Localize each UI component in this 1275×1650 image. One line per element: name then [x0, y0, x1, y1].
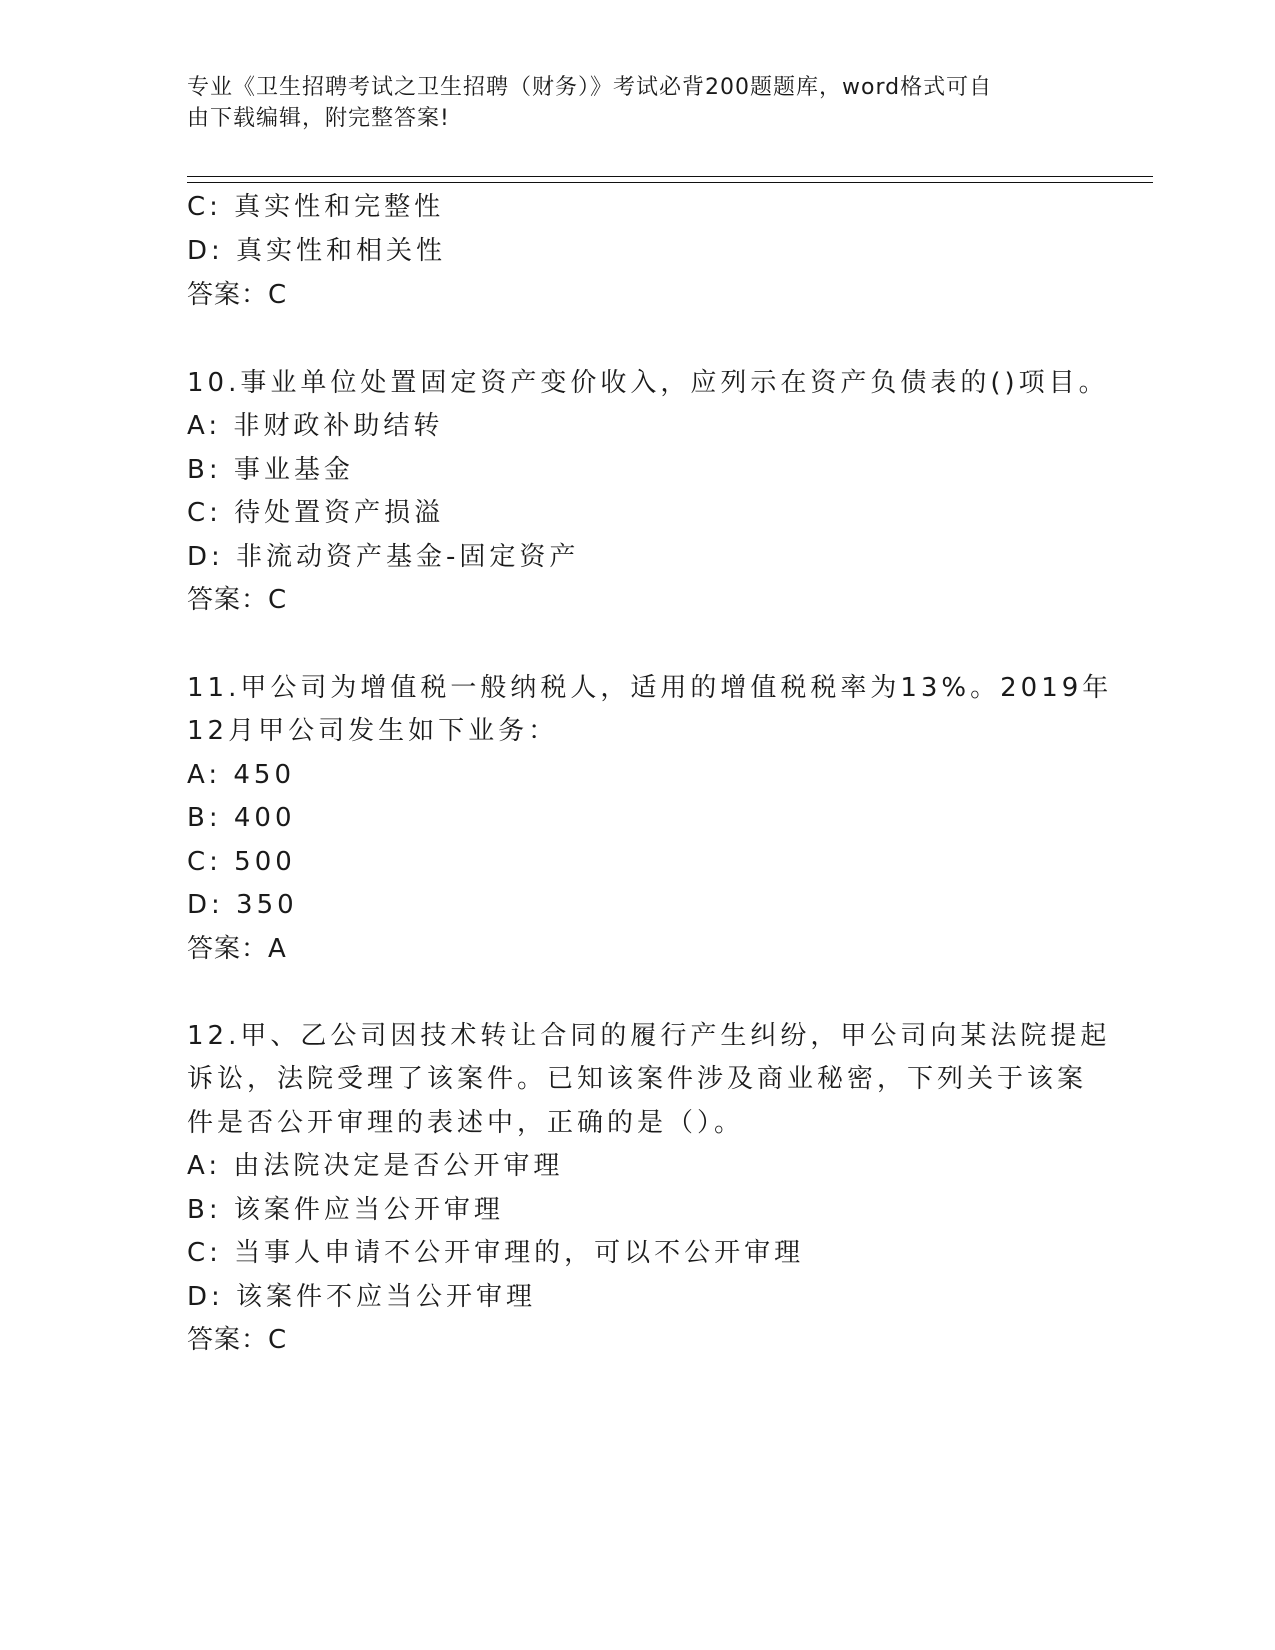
- prev-option-d: D: 真实性和相关性: [187, 236, 447, 266]
- q10-option-c: C: 待处置资产损溢: [187, 498, 445, 528]
- q11-answer: 答案：A: [187, 934, 287, 964]
- prev-option-c: C: 真实性和完整性: [187, 192, 445, 222]
- q11-stem-line-2: 12月甲公司发生如下业务：: [187, 716, 559, 746]
- q11-option-d: D: 350: [187, 890, 298, 920]
- q10-option-d: D: 非流动资产基金-固定资产: [187, 542, 580, 572]
- prev-answer: 答案：C: [187, 280, 288, 310]
- q12-option-c: C: 当事人申请不公开审理的，可以不公开审理: [187, 1238, 805, 1268]
- q12-option-b: B: 该案件应当公开审理: [187, 1195, 504, 1225]
- header-line-1: 专业《卫生招聘考试之卫生招聘（财务）》考试必背200题题库，word格式可自: [187, 75, 993, 100]
- q11-option-a: A: 450: [187, 760, 295, 790]
- q12-stem-line-2: 诉讼，法院受理了该案件。已知该案件涉及商业秘密，下列关于该案: [187, 1064, 1088, 1094]
- q11-stem-line-1: 11.甲公司为增值税一般纳税人，适用的增值税税率为13%。2019年: [187, 673, 1113, 703]
- header-rule-bottom: [187, 182, 1153, 183]
- header-line-2: 由下载编辑，附完整答案!: [187, 106, 450, 131]
- q10-answer: 答案：C: [187, 585, 288, 615]
- q12-stem-line-3: 件是否公开审理的表述中，正确的是（）。: [187, 1108, 745, 1138]
- document-header: [187, 72, 1067, 134]
- q12-option-d: D: 该案件不应当公开审理: [187, 1282, 537, 1312]
- q11-option-c: C: 500: [187, 847, 296, 877]
- q10-option-a: A: 非财政补助结转: [187, 411, 444, 441]
- q10-stem: 10.事业单位处置固定资产变价收入，应列示在资产负债表的()项目。: [187, 368, 1109, 398]
- q12-answer: 答案：C: [187, 1325, 288, 1355]
- q10-option-b: B: 事业基金: [187, 455, 354, 485]
- q12-stem-line-1: 12.甲、乙公司因技术转让合同的履行产生纠纷，甲公司向某法院提起: [187, 1021, 1111, 1051]
- q12-option-a: A: 由法院决定是否公开审理: [187, 1151, 564, 1181]
- q11-option-b: B: 400: [187, 803, 296, 833]
- header-rule-top: [187, 176, 1153, 177]
